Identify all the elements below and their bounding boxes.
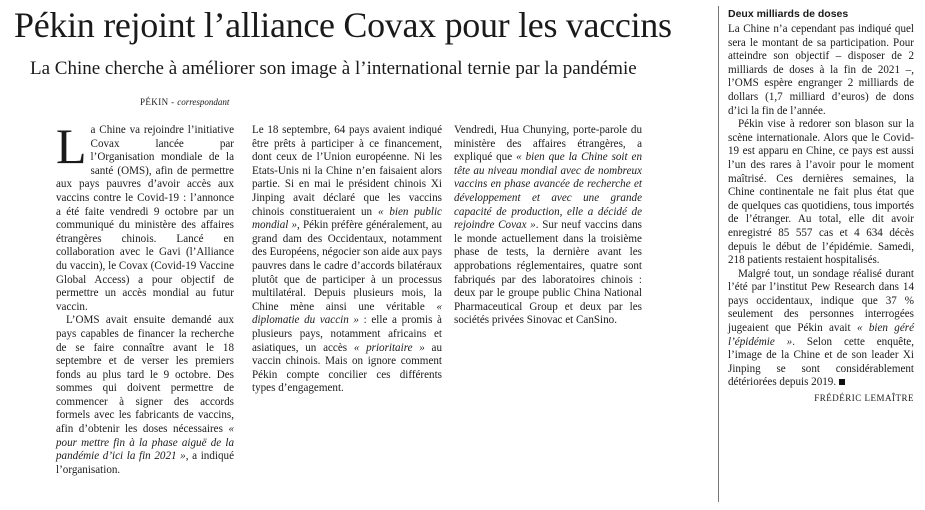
paragraph-text: : elle a promis à plusieurs pays, notamment africains et asiatiques, un accès: [252, 314, 442, 354]
paragraph: [454, 124, 642, 328]
byline-separator: -: [168, 97, 178, 107]
quote: « bien géré l’épidémie »: [728, 322, 915, 348]
paragraph-text: a Chine va rejoindre l’initiative Covax lancée par l’Organisation mondiale de la santé (OMS), afin de permettre aux pays pauvres d’avoir accès aux vaccins contre le Covid-19 : l’annonce a été faite vendredi 9 octobre par un communiqué du ministère des affaires étrangères chinois. Lancé en collaboration avec le Gavi (l’Alliance du vaccin), le Covax (Covid-19 Vaccine Global Access) a pour objectif de permettre un accès mondial au futur vaccin.: [56, 124, 234, 313]
paragraph-text: , a indiqué l’organisation.: [56, 450, 234, 476]
byline-role: correspondant: [177, 97, 230, 107]
quote: « bien public mondial »: [252, 205, 442, 232]
paragraph: La Chine n’a cependant pas indiqué quel sera le montant de sa participation. Pour atteindre son objectif – disposer de 2 milliards de doses à la fin de 2021 –, l’OMS espère engranger 2 milliards de dollars (1,7 milliard d’euros) de dons d’ici la fin de l’année.: [728, 23, 914, 117]
quote: « diplomatie du vaccin »: [252, 300, 442, 327]
drop-cap: L: [56, 118, 87, 174]
paragraph-text: Le 18 septembre, 64 pays avaient indiqué être prêts à participer à ce financement, dont ceux de l’Union européenne. Ni les Etats-Unis ni la Chine n’en faisaient alors partie. Si en mai le président chinois Xi Jinping avait déclaré que les vaccins chinois constitueraient un: [252, 124, 442, 218]
paragraph-text: au vaccin chinois. Mais on ignore comment Pékin compte concilier ces différents types d’engagement.: [252, 341, 442, 395]
quote: « bien que la Chine soit en tête au niveau mondial avec de nombreux vaccins en phase avancée de recherche et développement et avec une grande capacité de production, elle a décidé de rejoindre Covax »: [454, 151, 642, 232]
paragraph-text: Malgré tout, un sondage réalisé durant l’été par l’institut Pew Research dans 14 pays occidentaux, indique que 37 % seulement des personnes interrogées jugeaient que Pékin avait: [728, 267, 914, 335]
end-of-article-mark: [839, 379, 845, 385]
article-column-2: [252, 124, 442, 396]
sidebar: [728, 8, 914, 406]
byline: [140, 96, 229, 108]
paragraph: [252, 124, 442, 396]
paragraph-text: . Selon cette enquête, l’image de la Chine et de son leader Xi Jinping se sont considérablement détériorées depuis 2019.: [728, 335, 914, 389]
headline: Pékin rejoint l’alliance Covax pour les vaccins: [14, 5, 672, 45]
sidebar-heading: Deux milliards de doses: [728, 8, 849, 20]
paragraph: Pékin vise à redorer son blason sur la scène internationale. Alors que le Covid-19 est apparu en Chine, ce pays est aussi l’un des rares à l’avoir pour le moment maîtrisé. Ces dernières semaines, la Chine continentale ne fait plus état que de quelques cas quotidiens, tous importés de l’étranger. Au total, elle dit avoir enregistré 85 557 cas et 4 634 décès depuis le début de l’épidémie. Samedi, 218 patients restaient hospitalisés.: [728, 118, 914, 267]
paragraph: [56, 118, 234, 314]
quote: « pour mettre fin à la phase aiguë de la pandémie d’ici la fin 2021 »: [56, 423, 234, 463]
paragraph-text: . Sur neuf vaccins dans le monde actuellement dans la troisième phase de tests, la dernière avant les approbations réglementaires, quatre sont fabriqués par des laboratoires chinois : deux par le groupe public China National Pharmaceutical Group et deux par les sociétés privées Sinovac et CanSino.: [454, 219, 642, 327]
paragraph-text: , Pékin préfère généralement, au grand dam des Occidentaux, notamment des Européens, négocier son aide aux pays pauvres dans le cadre d’accords bilatéraux plutôt que de participer à un processus multilatéral. Depuis plusieurs mois, la Chine mène ainsi une véritable: [252, 219, 443, 313]
column-divider: [718, 6, 719, 502]
article-column-3: [454, 124, 642, 328]
subheadline: La Chine cherche à améliorer son image à l’international ternie par la pandémie: [30, 58, 637, 79]
article-column-1: [56, 118, 234, 477]
paragraph-text: Vendredi, Hua Chunying, porte-parole du ministère des affaires étrangères, a expliqué que: [454, 124, 642, 164]
paragraph: [56, 314, 234, 477]
paragraph-text: L’OMS avait ensuite demandé aux pays capables de financer la recherche de se faire connaître avant le 18 septembre et de verser les premiers fonds au plus tard le 9 octobre. Des sommes qui doivent permettre de commencer à signer des accords formels avec les fabricants de vaccins, afin d’obtenir les doses nécessaires: [56, 314, 234, 436]
quote: « prioritaire »: [353, 341, 425, 354]
byline-place: PÉKIN: [140, 97, 169, 107]
author-signature: FRÉDÉRIC LEMAÎTRE: [814, 393, 914, 404]
paragraph: [728, 268, 914, 390]
